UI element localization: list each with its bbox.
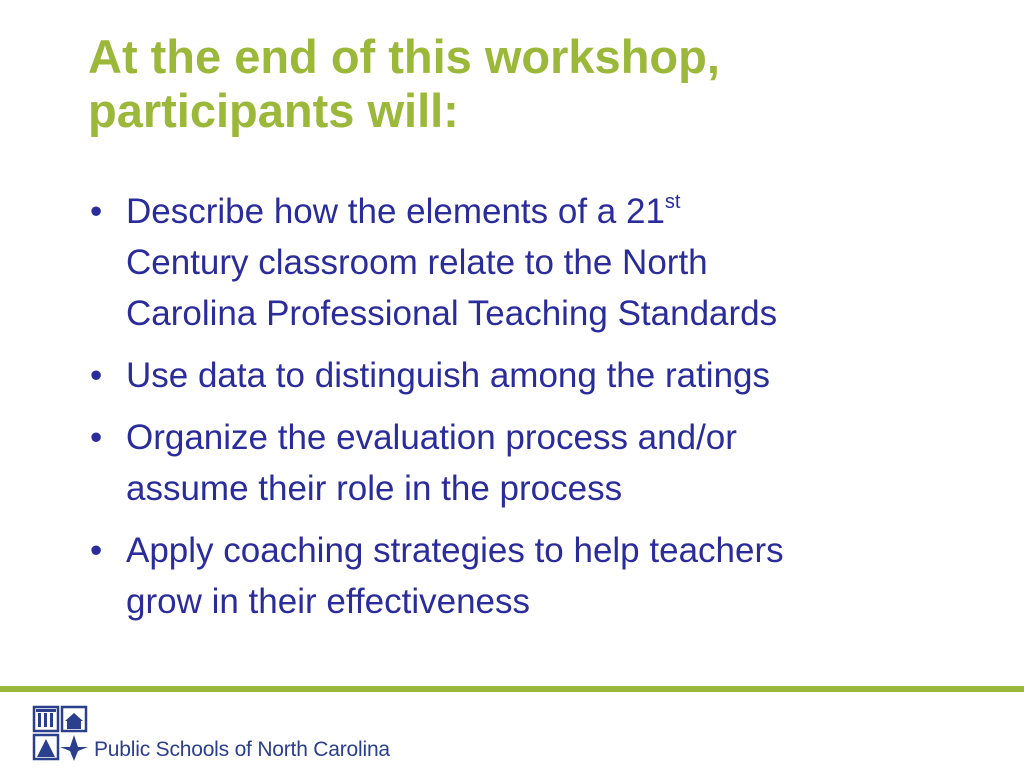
footer-divider [0, 686, 1024, 692]
bullet-1-line-3: Carolina Professional Teaching Standards [126, 294, 778, 333]
list-item [88, 525, 988, 627]
list-item [88, 350, 988, 401]
bullet-4-line-2: grow in their effectiveness [126, 582, 531, 621]
organization-name: Public Schools of North Carolina [94, 738, 390, 761]
objectives-list [88, 186, 988, 638]
nc-public-schools-logo-icon [32, 705, 88, 761]
bullet-icon: • [90, 356, 103, 395]
slide-title [88, 30, 968, 138]
bullet-1-line-1-text: Describe how the elements of a 21 [126, 192, 665, 231]
list-item [88, 186, 988, 339]
bullet-icon: • [90, 531, 103, 570]
bullet-1-line-2: Century classroom relate to the North [126, 243, 708, 282]
bullet-icon: • [90, 192, 103, 231]
bullet-4-line-1: Apply coaching strategies to help teachers [126, 531, 784, 570]
bullet-1-line-1 [126, 186, 988, 237]
slide-title-line-1: At the end of this workshop, [88, 30, 720, 83]
bullet-icon: • [90, 418, 103, 457]
bullet-3-line-1: Organize the evaluation process and/or [126, 418, 737, 457]
list-item [88, 412, 988, 514]
bullet-2-line-1: Use data to distinguish among the ratings [126, 356, 770, 395]
slide-title-line-2: participants will: [88, 84, 459, 137]
bullet-3-line-2: assume their role in the process [126, 469, 623, 508]
bullet-1-superscript: st [664, 191, 681, 213]
